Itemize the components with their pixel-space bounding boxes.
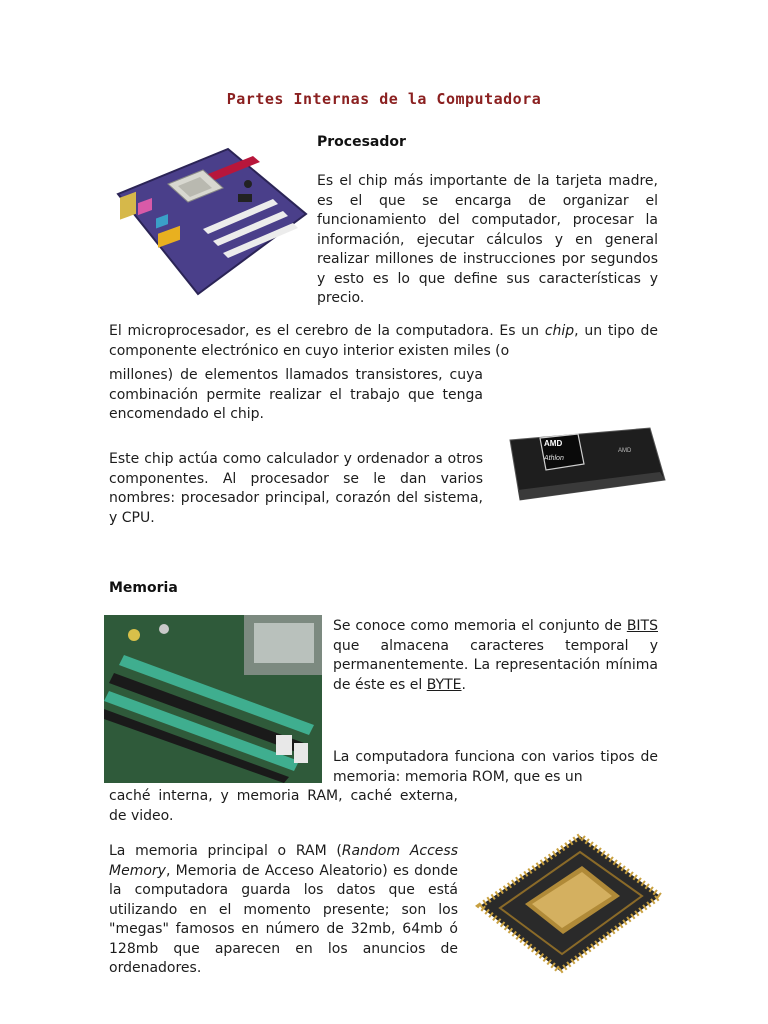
ram-text-italic: Random Access Memory <box>109 843 458 879</box>
chip-model-label: Athlon <box>544 455 564 462</box>
ram-text-b: , Memoria de Acceso Aleatorio) es donde la computadora guarda los datos que está utilizando en el momento presente; son los "megas" famosos en número de 32mb, 64mb ó 128mb que aparecen en los anuncios de ordenadores. <box>109 862 458 976</box>
procesador-intro: Es el chip más importante de la tarjeta madre, es el que se encarga de organizar el funcionamiento del computador, procesar la información, ejecutar cálculos y en general realizar millones de instrucciones por segundos y esto es lo que define sus características y precio. <box>317 173 658 306</box>
ram-paragraph <box>109 842 458 979</box>
chip-side-label: AMD <box>618 448 632 454</box>
byte-link[interactable]: BYTE <box>426 676 462 693</box>
memoria-definition <box>333 617 658 695</box>
memoria-text-b: que almacena caracteres temporal y permanentemente. La representación mínima de éste es el <box>333 637 658 693</box>
memoria-text-c: . <box>461 676 466 693</box>
amd-processor-image <box>500 420 668 506</box>
microprocesador-paragraph-cont: millones) de elementos llamados transistores, cuya combinación permite realizar el trabajo que tenga encomendado el chip. <box>109 367 483 422</box>
bits-link[interactable]: BITS <box>626 618 658 634</box>
ram-text-a: La memoria principal o RAM ( <box>109 843 342 859</box>
memoria-heading: Memoria <box>109 580 178 596</box>
motherboard-image <box>108 144 308 300</box>
page-title: Partes Internas de la Computadora <box>226 90 542 108</box>
procesador-heading: Procesador <box>317 134 406 150</box>
ram-slots-image <box>104 615 322 783</box>
memoria-text-a: Se conoce como memoria el conjunto de <box>333 618 627 634</box>
memoria-types-line1: La computadora funciona con varios tipos de memoria: memoria ROM, que es un <box>333 749 658 785</box>
cpu-pins-image <box>470 826 664 976</box>
micro-text-chip: chip <box>544 323 575 339</box>
memoria-types-cont: caché interna, y memoria RAM, caché externa, de video. <box>109 788 458 824</box>
microprocesador-paragraph-line1 <box>109 322 658 361</box>
chip-role-paragraph: Este chip actúa como calculador y ordenador a otros componentes. Al procesador se le dan varios nombres: procesador principal, corazón del sistema, y CPU. <box>109 451 483 526</box>
micro-text-a: El microprocesador, es el cerebro de la computadora. Es un <box>109 323 545 339</box>
micro-text-b: , un tipo de componente electrónico en cuyo interior existen miles (o <box>109 323 658 359</box>
chip-brand-label: AMD <box>544 439 563 448</box>
